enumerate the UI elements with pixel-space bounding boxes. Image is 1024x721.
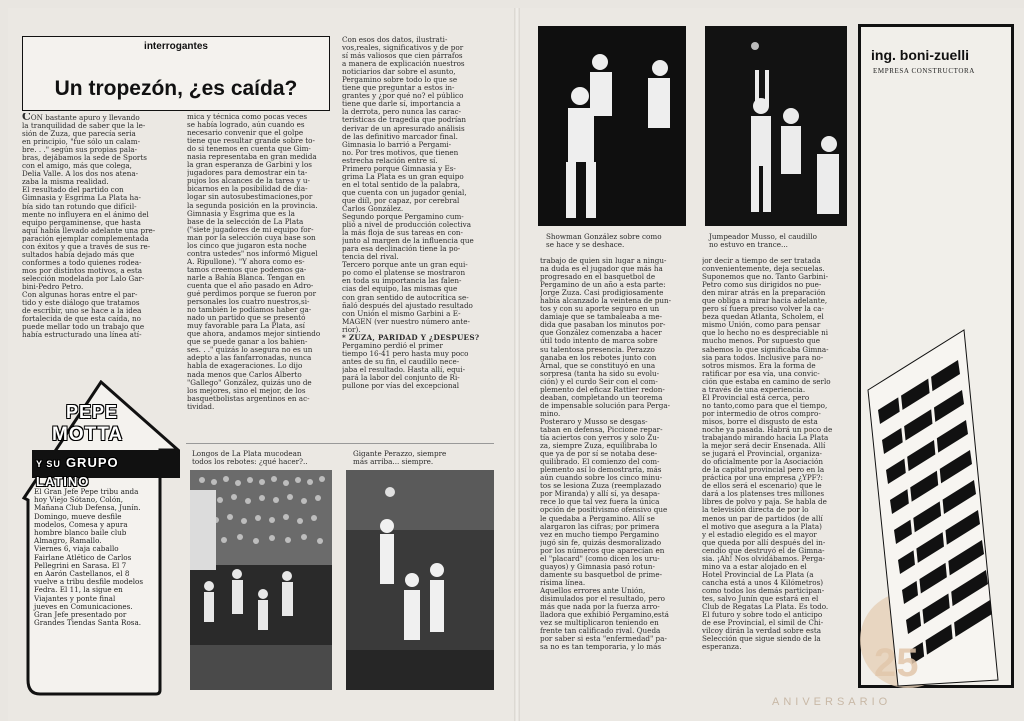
- ad-band: [32, 450, 180, 489]
- column-3-subhead: * ZUZA, PARIDAD Y ¿DESPUES?: [342, 332, 480, 342]
- headline-box: [22, 36, 330, 111]
- sponsor-name: ing. boni-zuelli: [871, 47, 969, 63]
- article-column-5: jor decir a tiempo de ser tratada convenientemente, deja secuelas. Suponemos que no. Tanto Garbini- Petro como sus dirigidos no pue- den mirar atrás en la preparación que obliga a mirar hacia adelante, pero sí fuera preciso volver la ca- beza quedan Atlanta, Scholem, el mismo Unión, como para pensar que lo hecho no es despreciable ni mucho menos. Por supuesto que sabemos lo que significaba Gimna- sia para todos. Inclusive para no- sotros mismos. Era la forma de ratificar por esa vía, una convic- ción que estaba en camino de serlo a través de una experiencia. El Provincial está cerca, pero no tanto,como para que el tiempo, por intermedio de otros compro- misos, borre el disgusto de esta noche ya pasada. Habrá un poco de trabajando mirando hacia La Plata la mejor será decir Ensenada. Allí se jugará el Provincial, organiza- do oficialmente por la Asociación de la capital provincial pero en la práctica por una empresa ¿YPF?: de ellos será el escenario) que le dará a los platenses tres millones libres de polvo y paja. Se habla de la televisión directa de por lo menos un par de partidos (de allí el motivo que asegura a la Plata) y el estadio elegido es el mayor que queda por allí después del in- cendio que destruyó el de Gimna- sia. ¡Ah! Nos olvidábamos. Perga- mino va a estar alojado en el Hotel Provincial de La Plata (a cancha está a unos 4 Kilómetros) como todos los demás participan- tes, salvo Junín que estará en el Club de Regatas La Plata. Es todo. El futuro y sobre todo el anticipo de ese Provincial, el simil de Chi- vilcoy dirán la verdad sobre esta Selección que sigue siendo de la esperanza.: [702, 257, 833, 652]
- caption-perazzo: Gigante Perazzo, siempre más arriba... siempre.: [353, 449, 447, 467]
- ad-title-ysu: Y SU: [36, 459, 61, 469]
- pepe-motta-ad: [22, 380, 180, 696]
- divider-rule: [186, 443, 494, 444]
- photo-showman-gonzalez: [538, 26, 686, 226]
- caption-crowd: Longos de La Plata mucodean todos los rebotes: ¿qué hacer?..: [192, 449, 308, 467]
- ad-body-text: El Gran Jefe Pepe tribu anda hoy Viejo Sótano, Colón, Mañana Club Defensa, Junín. Domingo, mueve desfile modelos, Comesa y apura hombre blanco baile club Almagro, Ramallo. Viernes 6, viaja caballo Fairlane Atlético de Carlos Pellegrini en Sarasa. El 7 en Aarón Castellanos, el 8 vuelve a tribu desfile modelos Fedra. El 11, la sigue en Viajantes y ponte final jueves en Comunicaciones. Gran Jefe presentado por Grandes Tiendas Santa Rosa.: [34, 487, 144, 628]
- article-title: Un tropezón, ¿es caída?: [54, 77, 298, 100]
- photo-perazzo: [346, 470, 494, 690]
- column-1-text: ON bastante apuro y llevando la tranquilidad de saber que la le- sión de Zuza, que parecía seria en principio, "fue sólo un calam- bre. . ." según sus propias pala- bras, dejábamos la sede de Sports con el amigo, más que colega, Delia Valle. A los dos nos atena- zaba la misma realidad. El resultado del partido con Gimnasia y Esgrima La Plata ha- bía sido tan rotundo que difícil- mente no influyera en el ánimo del equipo pergaminense, que hasta aquí había llevado adelante una pre- paración ejemplar complementada con éxitos y que a través de sus re- sultados había dejado más que conformes a todo quienes rodea- mos por distintos motivos, a esta selección modelada por Lalo Gar- bini-Pedro Petro. Con algunas horas entre el par- tido y este diálogo que tratamos de escribir, uno se hace a la idea fortalecida de que esta caída, no puede mellar todo un trabajo que había estructurado una línea atí-: [22, 113, 156, 340]
- caption-showman: Showman González sobre como se hace y se deshace.: [546, 232, 662, 250]
- anniversary-watermark: ANIVERSARIO: [772, 696, 892, 708]
- sponsor-subtitle: EMPRESA CONSTRUCTORA: [873, 67, 975, 75]
- article-column-3: [342, 36, 492, 441]
- article-column-4: trabajo de quien sin lugar a ningu- na duda es el jugador que más ha progresado en el basquetbol de Pergamino de un año a esta parte: Jorge Zuza. Casi prodigiosamente había alcanzado la veintena de pun- tos y con su aporte seguro en un damiaje que se tambaleaba a me- dida que pasaban los minutos por- que González comenzaba a hacer útil todo intento de marca sobre su talentosa presencia. Perazzo ganaba en los rebotes junto con Arnal, que se constituyó en una sorpresa (tanta ha sido su evolu- ción) y el curdo Seir con el com- plemento del eficaz Rattier redon- deaban, completando un teorema de impensable solución para Perga- mino. Posteraro y Musso se desgas- taban en defensa, Piccione repar- tía aciertos con yerros y solo Zu- za, siempre Zuza, equilibraba lo que ya de por sí se notaba dese- quilibrado. El comienzo del com- plemento así lo demostraría, más aún cuando sobre los cinco minu- tos se lesiona Zuza (reemplazado por Miranda) y allí sí, ya desapa- rece lo que tal vez fuera la única opción de positivismo ofensivo que le quedaba a Pergamino. Allí se alargaron las cifras; por primera vez en mucho tiempo Pergamino jugó sin fe, quizás desmoralizado por los números que aparecían en el "placard" (como dicen los uru- guayos) y Gimnasia pasó rotun- damente su basquetbol de prime- rísima línea. Aquellos errores ante Unión, disimulados por el resultado, pero más que nada por la fuerza arro- lladora que exhibió Pergamino,está vez se multiplicaron teniendo en frente tan calificado rival. Queda por saber si esta "enfermedad" pa- sa no es tan temporaria, y lo más: [540, 257, 672, 652]
- article-column-2: mica y técnica como pocas veces se había logrado, aún cuando es necesario convenir que el golpe tiene que resultar grande sobre to- do si tenemos en cuenta que Gim- nasia representaba en gran medida la gran esperanza de Garbini y los jugadores para demostrar ein ta- pujos los alcances de la tarea y u- bicarnos en la posibilidad de dia- logar sin autosubestimaciones,por la segunda posición en la provincia. Gimnasia y Esgrima que es la base de la selección de La Plata ("siete jugadores de mi equipo for- man por la selección cuya base son los cinco que jugaron esta noche contra ustedes" nos informó Miguel A. Ripullone). "Y ahora como es- tamos creemos que podemos ga- narle a Bahía Blanca. Tengan en cuenta que el año pasado en Adro- gué perdimos porque se fueron por personales los cuatro nuestros,si- no también le podíamos haber ga- nado un partido que se presentó muy favorable para La Plata, así que ahora, andamos mejor sintiendo que se puede ganar a los bahien- ses. . ." quizás lo asegura no es un adepto a las fanfarronadas, nunca habla de exageraciones. Lo dijo nada menos que Carlos Alberto "Gallego" González, quizás uno de los mejores, sino el mejor, de los basquetbolistas argentinos en ac- tividad.: [187, 113, 321, 411]
- ad-title-grupo: GRUPO LATINO: [36, 455, 119, 489]
- article-column-1: [22, 113, 176, 381]
- svg-text:25: 25: [874, 641, 919, 685]
- caption-jumpeador: Jumpeador Musso, el caudillo no estuvo en trance...: [709, 232, 817, 250]
- ad-title-pepe: PEPE: [66, 402, 119, 422]
- building-illustration-icon: [838, 320, 1010, 692]
- page-gutter: [514, 8, 520, 721]
- drop-cap: C: [22, 113, 31, 123]
- ad-title-motta: MOTTA: [52, 424, 124, 445]
- photo-crowd-rebound: [190, 470, 332, 690]
- photo-jumpeador-musso: [705, 26, 847, 226]
- column-3-text-2: Pergamino perdió el primer tiempo 16-41 pero hasta muy poco antes de su fin, el caudillo nece- jaba el resultado. Hasta allí, equi- pará la labor del conjunto de Ri- pullone por vías del excepcional: [342, 340, 469, 391]
- section-kicker: interrogantes: [144, 41, 208, 52]
- column-3-text: Con esos dos datos, ilustrati- vos,reales, significativos y de por sí más valiosos que cien párrafos a manera de explicación nuestros noticiarios dar sobre el asunto, Pergamino sobre todo lo que se tiene que preguntar a estos in- grantes y ¿por qué no? el público tiene que darle sí, importancia a la derrota, pero nunca las carac- terísticas de tragedia que podrían derivar de un apresurado análisis de las definitivo marcador final. Gimnasia lo barrió a Pergami- no. Por tres motivos, que tienen estrecha relación entre sí. Primero porque Gimnasia y Es- grima La Plata es un gran equipo en el total sentido de la palabra, que cuenta con un jugador genial, que diíl, por capaz, por cerebral Carlos González. Segundo porque Pergamino cum- plió a nivel de producción colectiva la más floja de sus tareas en con- junto al margen de la influencia que para esa declinación tiene la po- tencia del rival. Tercero porque ante un gran equi- po como el platense se mostraron en toda su importancia las falen- cias del equipo, las mismas que con gran sentido de autocrítica se- ñaló después del ajustado resultado con Unión el mismo Garbini a E- MAGEN (ver nuestro número ante- rior).: [342, 36, 474, 334]
